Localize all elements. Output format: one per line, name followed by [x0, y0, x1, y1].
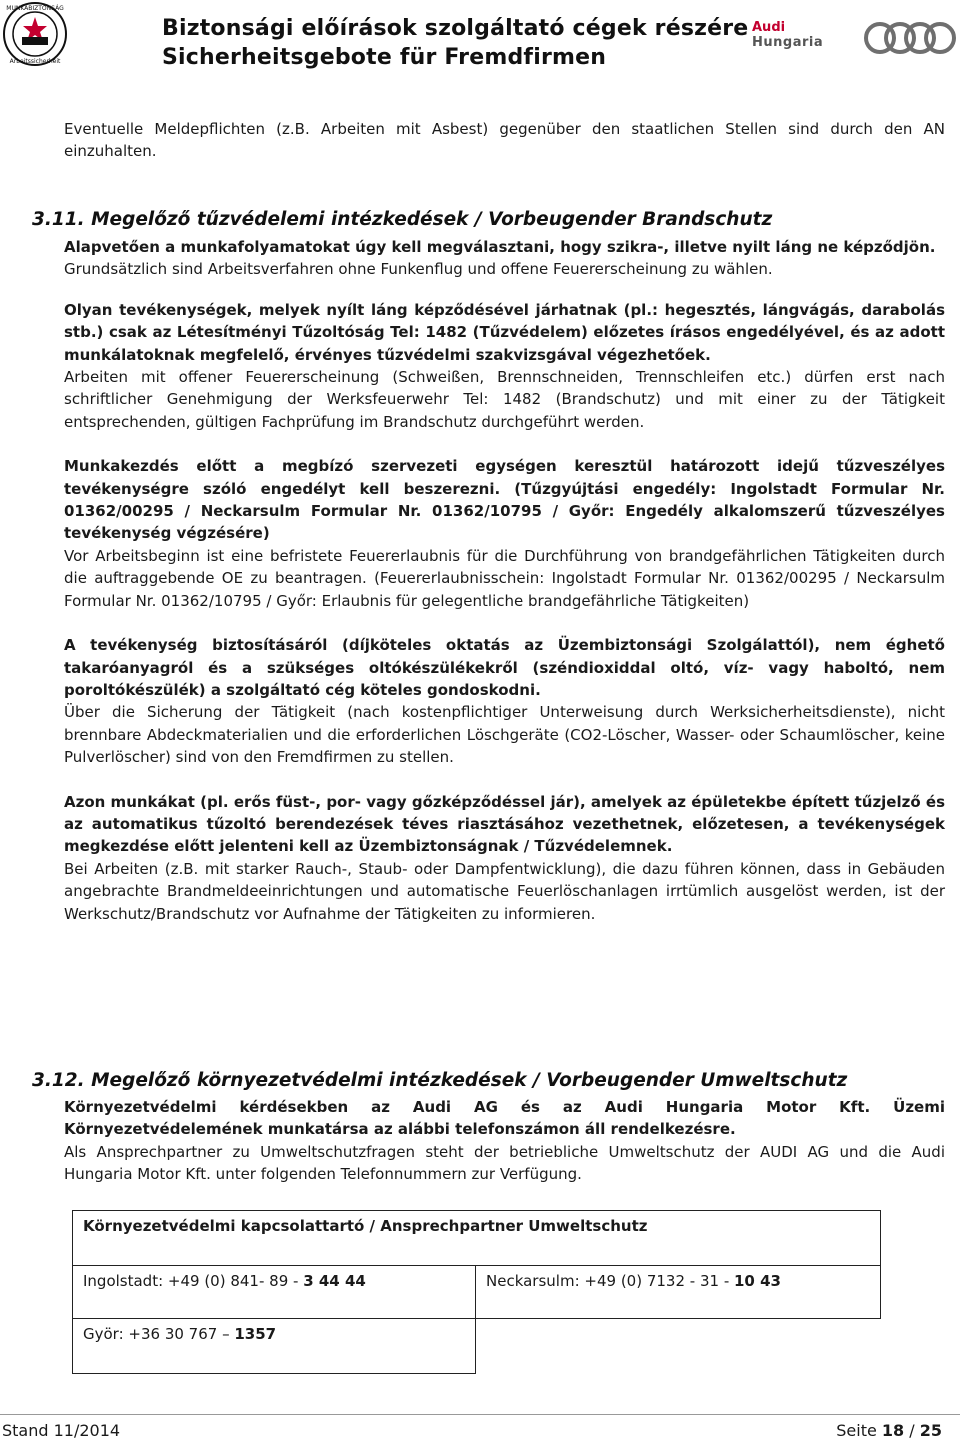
footer-divider	[0, 1414, 960, 1415]
table-row	[73, 1211, 881, 1266]
svg-text:MUNKABIZTONSÁG: MUNKABIZTONSÁG	[6, 5, 64, 12]
contact-cell-neckarsulm	[476, 1266, 881, 1319]
contact-table-header	[73, 1211, 881, 1266]
footer-page-number	[836, 1421, 942, 1440]
contact-cell-gyor	[73, 1319, 476, 1374]
contact-cell-ingolstadt	[73, 1266, 476, 1319]
fire-hu-3: Munkakezdés előtt a megbízó szervezeti egységen keresztül határozott idejű tűzveszélyes tevékenységre szóló engedélyt kell beszerezni. (Tűzgyújtási engedély: Ingolstadt Formular Nr. 01362/00295 / Neckarsulm Formular Nr. 01362/10795 / Győr: Engedély alkalomszerű tűzveszélyes tevékenység végzésére)	[64, 457, 945, 543]
contact-cell-empty	[476, 1319, 881, 1374]
fire-de-3: Vor Arbeitsbeginn ist eine befristete Feuererlaubnis für die Durchführung von brandgefährlichen Tätigkeiten durch die auftraggebende OE zu beantragen. (Feuererlaubnisschein: Ingolstadt Formular Nr. 01362/00295 / Neckarsulm Formular Nr. 01362/10795 / Győr: Erlaubnis für gelegentliche brandgefährliche Tätigkeiten)	[64, 546, 945, 610]
env-hu-1: Környezetvédelmi kérdésekben az Audi AG és az Audi Hungaria Motor Kft. Üzemi Környezetvédelemének munkatársa az alábbi telefonszámon áll rendelkezésre.	[64, 1098, 945, 1139]
neckarsulm-phone-ext: 10 43	[734, 1272, 781, 1290]
fire-hu-2: Olyan tevékenységek, melyek nyílt láng képződésével járhatnak (pl.: hegesztés, lángvágás, darabolás stb.) csak az Létesítményi Tűzoltóság Tel: 1482 (Tűzvédelem) előzetes írásos engedélyével, és az adott munkálatoknak megfelelő, érvényes tűzvédelmi szakvizsgával végezhetőek.	[64, 300, 945, 364]
fire-de-4: Über die Sicherung der Tätigkeit (nach kostenpflichtiger Unterweisung durch Werksicherheitsdienste), nicht brennbare Abdeckmaterialien und die erforderlichen Löschgeräte (CO2-Löscher, Wasser- oder Schaumlöscher, keine Pulverlöscher) sind von den Fremdfirmen zu stellen.	[64, 703, 945, 767]
table-row	[73, 1266, 881, 1319]
audi-hungaria-logo	[752, 20, 842, 50]
page-prefix: Seite	[836, 1421, 882, 1440]
contact-table-header-text: Környezetvédelmi kapcsolattartó / Ansprechpartner Umweltschutz	[83, 1217, 648, 1235]
env-de-1: Als Ansprechpartner zu Umweltschutzfragen steht der betriebliche Umweltschutz der AUDI AG und die Audi Hungaria Motor Kft. unter folgenden Telefonnummern zur Verfügung.	[64, 1142, 945, 1184]
gyor-phone-prefix: Györ: +36 30 767 –	[83, 1325, 235, 1343]
header-title-de: Sicherheitsgebote für Fremdfirmen	[162, 45, 607, 70]
munkabiztonsag-seal-logo	[2, 1, 68, 67]
section-3-12-title: 3.12. Megelőző környezetvédelmi intézkedések / Vorbeugender Umweltschutz	[32, 1070, 848, 1091]
fire-de-5: Bei Arbeiten (z.B. mit starker Rauch-, Staub- oder Dampfentwicklung), die dazu führen können, dass in Gebäuden angebrachte Brandmeldeeinrichtungen und automatische Feuerlöschanlagen irrtümlich ausgelöst werden, ist der Werkschutz/Brandschutz vor Aufnahme der Tätigkeiten zu informieren.	[64, 859, 945, 923]
fire-hu-1: Alapvetően a munkafolyamatokat úgy kell megválasztani, hogy szikra-, illetve nyilt láng ne képződjön.	[64, 238, 936, 256]
section-3-12-body	[64, 1096, 945, 1186]
footer-stand: Stand 11/2014	[2, 1421, 121, 1440]
page-current: 18	[881, 1421, 905, 1440]
header-title-hu: Biztonsági előírások szolgáltató cégek részére	[162, 16, 749, 41]
environment-contact-table	[72, 1210, 881, 1374]
page-total: 25	[919, 1421, 942, 1440]
gyor-phone-ext: 1357	[234, 1325, 277, 1343]
ingolstadt-phone-prefix: Ingolstadt: +49 (0) 841- 89 -	[83, 1272, 304, 1290]
intro-block	[64, 118, 945, 163]
intro-paragraph-de: Eventuelle Meldepflichten (z.B. Arbeiten mit Asbest) gegenüber den staatlichen Stellen sind durch den AN einzuhalten.	[64, 120, 945, 161]
brand-line-audi: Audi	[752, 20, 786, 35]
fire-de-2: Arbeiten mit offener Feuererscheinung (Schweißen, Brennschneiden, Trennschleifen etc.) dürfen erst nach schriftlicher Genehmigung der Werksfeuerwehr Tel: 1482 (Brandschutz) und mit einer zu der Tätigkeit entsprechenden, gültigen Fachprüfung im Brandschutz durchgeführt werden.	[64, 368, 945, 431]
section-3-11-title: 3.11. Megelőző tűzvédelemi intézkedések / Vorbeugender Brandschutz	[32, 209, 773, 230]
table-row	[73, 1319, 881, 1374]
neckarsulm-phone-prefix: Neckarsulm: +49 (0) 7132 - 31 -	[486, 1272, 734, 1290]
fire-hu-4: A tevékenység biztosításáról (díjköteles oktatás az Üzembiztonsági Szolgálattól), nem éghető takaróanyagról és a szükséges oltókészülékekről (széndioxiddal oltó, víz- vagy haboltó, nem poroltókészülék) a szolgáltató cég köteles gondoskodni.	[64, 636, 945, 699]
header-title	[162, 14, 762, 72]
svg-text:Arbeitssicherheit: Arbeitssicherheit	[9, 58, 61, 65]
section-3-11-body	[64, 236, 945, 925]
fire-de-1: Grundsätzlich sind Arbeitsverfahren ohne Funkenflug und offene Feuererscheinung zu wählen.	[64, 260, 773, 279]
page-separator: /	[904, 1421, 920, 1440]
ingolstadt-phone-ext: 3 44 44	[303, 1272, 366, 1290]
brand-line-hungaria: Hungaria	[752, 35, 824, 50]
fire-hu-5: Azon munkákat (pl. erős füst-, por- vagy gőzképződéssel jár), amelyek az épületekbe épített tűzjelző és az automatikus tűzoltó berendezések téves riasztásához vezethetnek, előzetesen, a tevékenységek megkezdése előtt jelenteni kell az Üzembiztonságnak / Tűzvédelemnek.	[64, 792, 945, 856]
page-header	[0, 0, 960, 76]
audi-rings-icon	[862, 18, 958, 58]
